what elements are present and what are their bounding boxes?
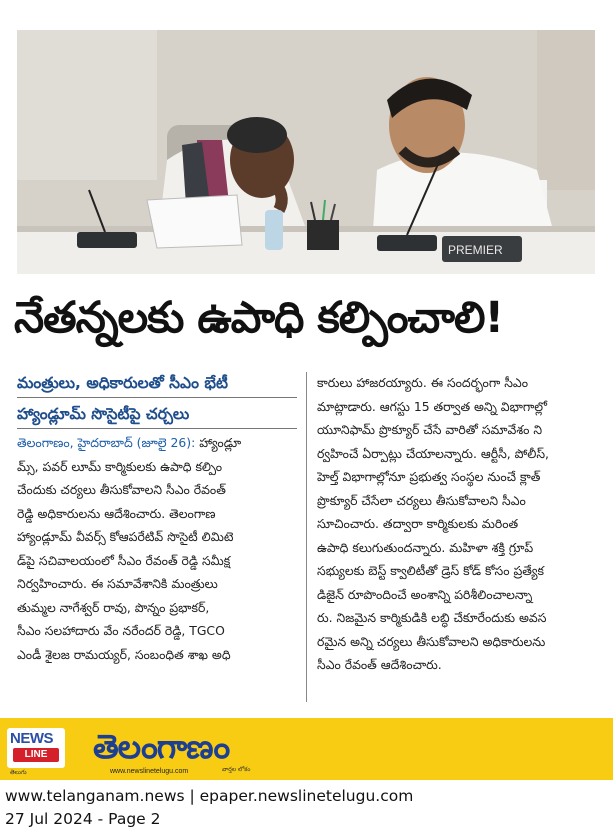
headline: నేతన్నలకు ఉపాధి కల్పించాలి!	[14, 293, 504, 343]
text-line: హెల్త్ విభాగాల్లోనూ ప్రభుత్వ సంస్థల నుంచే క్లాత్	[317, 469, 541, 484]
newsline-logo	[7, 728, 65, 768]
meeting-photo-illustration	[17, 30, 595, 274]
text-line: నిర్వహించారు. ఈ సమావేశానికి మంత్రులు	[17, 576, 218, 591]
text-line: హ్యాండ్లూమ్ వీవర్స్ కోఆపరేటివ్ సొసైటీ లిమిటె	[17, 529, 234, 544]
logo-news-text: NEWS	[10, 730, 53, 747]
text-line: ఎండీ శైలజ రామయ్యర్, సంబంధిత శాఖ అధి	[17, 646, 231, 662]
text-line: ప్రొక్యూర్ చేసేలా చర్యలు తీసుకోవాలని సీఎం	[317, 492, 526, 508]
text-line: సీఎం సలహాదారు వేం నరేందర్ రెడ్డి, TGCO	[17, 623, 225, 638]
text-line: సూచించారు. తద్వారా కార్మికులకు మరింత	[317, 516, 519, 531]
dateline: తెలంగాణం, హైదరాబాద్ (జూలై 26):	[17, 435, 196, 450]
text-line: చేందుకు చర్యలు తీసుకోవాలని సీఎం రేవంత్	[17, 482, 226, 497]
text-line: తుమ్మల నాగేశ్వర్ రావు, పొన్నం ప్రభాకర్,	[17, 599, 210, 615]
first-line-text: హ్యాండ్లూ	[195, 435, 242, 450]
logo-line-text: LINE	[13, 748, 59, 762]
text-line: ఉపాధి కలుగుతుందన్నారు. మహిళా శక్తి గ్రూప్	[317, 539, 534, 555]
column-left	[17, 431, 297, 666]
footer-date-page: 27 Jul 2024 - Page 2	[5, 810, 161, 828]
text-line: రమైన అన్ని చర్యలు తీసుకోవాలని అధికారులను	[317, 633, 546, 649]
column-divider	[306, 372, 307, 702]
text-line: మ్స్, పవర్ లూమ్ కార్మికులకు ఉపాధి కల్పిం	[17, 458, 223, 474]
subhead-2: హ్యాండ్లూమ్ సొసైటీపై చర్చలు	[17, 405, 190, 423]
logo-subtitle: తెలుగు	[10, 769, 27, 776]
brand-title: తెలంగాణం	[93, 727, 230, 766]
text-line: డ్‌పై సచివాలయంలో సీఎం రేవంత్ రెడ్డి సమీక్ష	[17, 552, 231, 568]
article-photo	[17, 30, 595, 274]
text-line: ర్వహించే ఏర్పాట్లు చేయాలన్నారు. ఆర్టీసీ, పోలీస్,	[317, 445, 549, 461]
text-line: సభ్యులకు బెస్ట్ క్వాలిటీతో డ్రెస్ కోడ్ కోసం ప్రత్యేక	[317, 563, 545, 578]
text-line: డిజైన్ రూపొందించే అంశాన్ని పరిశీలించాలన్నా	[317, 586, 533, 602]
brand-url: www.newslinetelugu.com	[110, 768, 189, 775]
column-right	[317, 371, 599, 677]
brand-tagline: వార్తల లోకం	[222, 766, 251, 773]
subhead-divider	[17, 397, 297, 398]
text-line: రు. నిజమైన కార్మికుడికి లబ్ధి చేకూరేందుకు అవస	[317, 610, 547, 625]
newspaper-banner	[0, 718, 613, 780]
photo-premier-label: PREMIER	[448, 243, 503, 257]
subhead-1: మంత్రులు, అధికారులతో సీఎం భేటీ	[17, 374, 228, 392]
text-line: యూనిఫామ్ ప్రొక్యూర్ చేసే వారితో సమావేశం ని	[317, 422, 543, 437]
footer	[0, 780, 613, 838]
text-line: కారులు హాజరయ్యారు. ఈ సందర్భంగా సీఎం	[317, 375, 528, 390]
first-line	[17, 431, 297, 455]
footer-sites: www.telanganam.news | epaper.newslinetelugu.com	[5, 787, 414, 805]
text-line: మాట్లాడారు. ఆగస్టు 15 తర్వాత అన్ని విభాగాల్లో	[317, 398, 548, 414]
text-line: సీఎం రేవంత్ ఆదేశించారు.	[317, 657, 442, 672]
text-line: రెడ్డి అధికారులను ఆదేశించారు. తెలంగాణ	[17, 505, 216, 521]
subhead-underline	[17, 428, 297, 429]
